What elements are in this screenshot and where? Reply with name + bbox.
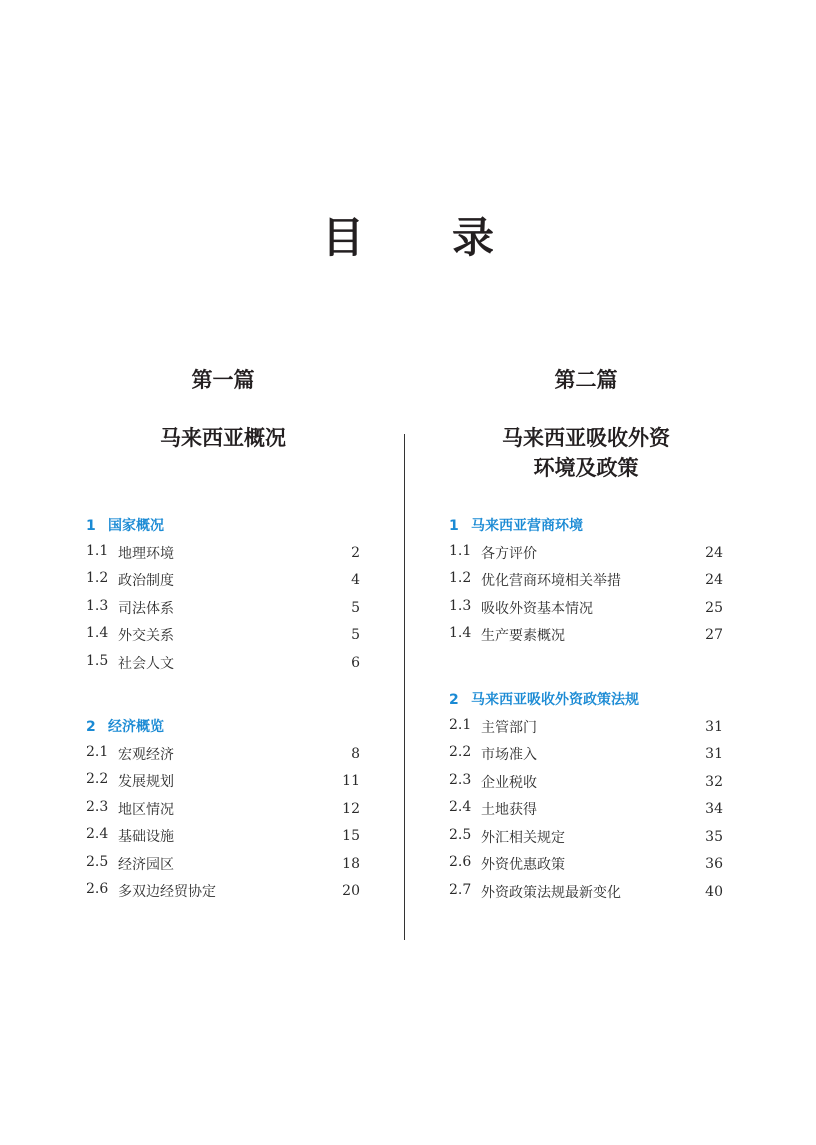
section-heading[interactable]: 1 马来西亚营商环境: [449, 518, 583, 534]
part-two-title-line-2: 环境及政策: [533, 455, 639, 480]
toc-entry[interactable]: 2.7 外资政策法规最新变化 40: [449, 881, 723, 901]
toc-entry[interactable]: 2.4 基础设施 15: [86, 826, 360, 846]
toc-entry[interactable]: 1.3 吸收外资基本情况 25: [449, 597, 723, 617]
page-number: 31: [705, 718, 723, 735]
section-heading[interactable]: 2 经济概览: [86, 719, 164, 735]
page-number: 8: [351, 745, 360, 762]
page-number: 18: [342, 855, 360, 872]
page-number: 15: [342, 828, 360, 845]
page-number: 31: [705, 746, 723, 763]
toc-entry[interactable]: 2.1 宏观经济 8: [86, 743, 360, 763]
section-heading[interactable]: 1 国家概况: [86, 518, 164, 534]
toc-entry[interactable]: 2.4 土地获得 34: [449, 799, 723, 819]
page-number: 24: [705, 544, 723, 561]
toc-entry[interactable]: 2.3 企业税收 32: [449, 771, 723, 791]
toc-section-2-1: [449, 513, 723, 649]
page-number: 36: [705, 856, 723, 873]
part-two-label: 第二篇: [554, 367, 618, 392]
toc-section-2-2: [449, 687, 723, 906]
part-two-title-line-1: 马来西亚吸收外资: [502, 425, 670, 450]
page-number: 20: [342, 883, 360, 900]
toc-entry[interactable]: 1.5 社会人文 6: [86, 652, 360, 672]
toc-entry[interactable]: 1.1 各方评价 24: [449, 542, 723, 562]
title-char-1: 目: [321, 213, 364, 262]
page-number: 12: [342, 800, 360, 817]
page-number: 25: [705, 599, 723, 616]
toc-entry[interactable]: 2.1 主管部门 31: [449, 716, 723, 736]
title-char-2: 录: [452, 213, 495, 262]
toc-entry[interactable]: 1.3 司法体系 5: [86, 597, 360, 617]
toc-entry[interactable]: 2.2 发展规划 11: [86, 771, 360, 791]
column-divider: [404, 434, 405, 940]
part-one-column: [86, 360, 360, 901]
page-number: 40: [705, 883, 723, 900]
toc-entry[interactable]: 2.6 外资优惠政策 36: [449, 854, 723, 874]
page-number: 27: [705, 627, 723, 644]
page-number: 5: [351, 627, 360, 644]
toc-entry[interactable]: 1.1 地理环境 2: [86, 542, 360, 562]
part-one-title-line: 马来西亚概况: [160, 425, 286, 450]
page-number: 4: [351, 572, 360, 589]
page-number: 24: [705, 572, 723, 589]
part-one-title: [86, 423, 360, 453]
toc-entry[interactable]: 2.5 外汇相关规定 35: [449, 826, 723, 846]
toc-entry[interactable]: 1.2 政治制度 4: [86, 570, 360, 590]
toc-section-1-2: [86, 714, 360, 905]
page-number: 6: [351, 654, 360, 671]
page-number: 2: [351, 544, 360, 561]
toc-entry[interactable]: 2.2 市场准入 31: [449, 744, 723, 764]
page-number: 35: [705, 828, 723, 845]
page-number: 11: [342, 773, 360, 790]
part-two-column: [449, 360, 723, 901]
page-number: 5: [351, 599, 360, 616]
part-two-title: [449, 423, 723, 483]
toc-entry[interactable]: 2.6 多双边经贸协定 20: [86, 881, 360, 901]
page-number: 32: [705, 773, 723, 790]
page-title: [0, 205, 816, 265]
page-number: 34: [705, 801, 723, 818]
toc-entry[interactable]: 2.5 经济园区 18: [86, 853, 360, 873]
toc-entry[interactable]: 2.3 地区情况 12: [86, 798, 360, 818]
toc-entry[interactable]: 1.4 生产要素概况 27: [449, 625, 723, 645]
toc-entry[interactable]: 1.2 优化营商环境相关举措 24: [449, 570, 723, 590]
part-one-label: 第一篇: [191, 367, 255, 392]
toc-entry[interactable]: 1.4 外交关系 5: [86, 625, 360, 645]
section-heading[interactable]: 2 马来西亚吸收外资政策法规: [449, 692, 639, 708]
toc-section-1-1: [86, 513, 360, 677]
